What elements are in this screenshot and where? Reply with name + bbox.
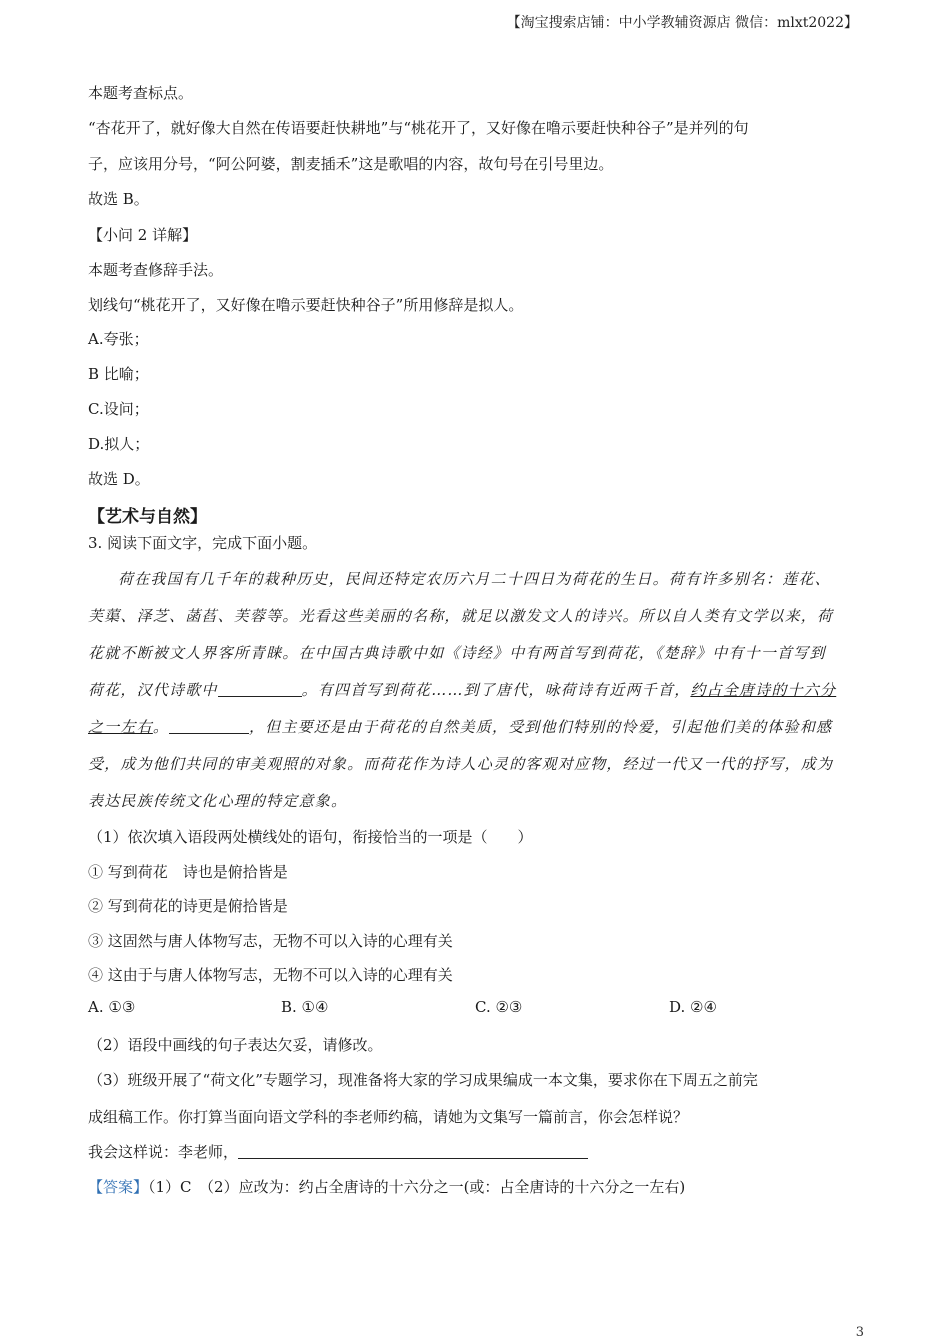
- subquestion-heading: 【小问 2 详解】: [88, 226, 198, 244]
- page-number: 3: [855, 1325, 864, 1340]
- response-blank: [238, 1144, 588, 1159]
- passage-line: [88, 679, 858, 700]
- passage-line: 表达民族传统文化心理的特定意象。: [88, 792, 348, 810]
- option-line: A.夸张；: [88, 330, 149, 348]
- underlined-sentence: 约占全唐诗的十六分: [690, 681, 837, 699]
- subquestion-stem: （1）依次填入语段两处横线处的语句，衔接恰当的一项是（ ）: [88, 828, 533, 846]
- option-c: C. ②③: [475, 998, 523, 1016]
- passage-line: 受，成为他们共同的审美观照的对象。而荷花作为诗人心灵的客观对应物，经过一代又一代的抒写，成为: [88, 755, 834, 773]
- underlined-sentence: 之一左右: [88, 718, 153, 736]
- answer-line: [88, 1176, 858, 1197]
- analysis-line: 本题考查修辞手法。: [88, 261, 224, 279]
- analysis-line: 子，应该用分号，“阿公阿婆，割麦插禾”这是歌唱的内容，故句号在引号里边。: [88, 155, 614, 173]
- answer-text: （1）C （2）应改为：约占全唐诗的十六分之一(或：占全唐诗的十六分之一左右): [148, 1178, 686, 1196]
- choice-item: ④ 这由于与唐人体物写志，无物不可以入诗的心理有关: [88, 966, 453, 984]
- option-line: B 比喻；: [88, 365, 149, 383]
- choice-item: ② 写到荷花的诗更是俯拾皆是: [88, 897, 288, 915]
- analysis-line: “杏花开了，就好像大自然在传语要赶快耕地”与“桃花开了，又好像在噜示要赶快种谷子”是并列的句: [88, 119, 749, 137]
- analysis-line: 本题考查标点。: [88, 84, 194, 102]
- page-header: 【淘宝搜索店铺：中小学教辅资源店 微信：mlxt2022】: [506, 15, 858, 31]
- subquestion-stem: （2）语段中画线的句子表达欠妥，请修改。: [88, 1036, 383, 1054]
- option-line: C.设问；: [88, 400, 149, 418]
- option-a: A. ①③: [88, 998, 136, 1016]
- section-title: 【艺术与自然】: [88, 507, 207, 527]
- answer-label: 【答案】: [88, 1178, 149, 1196]
- passage-line: [88, 716, 858, 737]
- question-prompt: 3. 阅读下面文字，完成下面小题。: [88, 534, 318, 552]
- choice-item: ① 写到荷花 诗也是俯拾皆是: [88, 863, 288, 881]
- subquestion-stem: （3）班级开展了“荷文化”专题学习，现准备将大家的学习成果编成一本文集，要求你在下周五之前完: [88, 1071, 758, 1089]
- passage-line: 芙蕖、泽芝、菡萏、芙蓉等。光看这些美丽的名称，就足以激发文人的诗兴。所以自人类有文学以来，荷: [88, 607, 834, 625]
- passage-line: 荷在我国有几千年的栽种历史，民间还特定农历六月二十四日为荷花的生日。荷有许多别名：莲花、: [118, 570, 831, 588]
- response-prefix: 我会这样说：李老师，: [88, 1143, 239, 1161]
- passage-text: 。: [152, 718, 170, 736]
- analysis-line: 划线句“桃花开了，又好像在噜示要赶快种谷子”所用修辞是拟人。: [88, 296, 524, 314]
- subquestion-stem: 成组稿工作。你打算当面向语文学科的李老师约稿，请她为文集写一篇前言，你会怎样说？: [88, 1108, 689, 1126]
- option-d: D. ②④: [669, 998, 717, 1016]
- response-line: [88, 1141, 858, 1162]
- fill-blank-1: [218, 682, 302, 697]
- passage-text: 。有四首写到荷花……到了唐代，咏荷诗有近两千首，: [301, 681, 691, 699]
- choice-item: ③ 这固然与唐人体物写志，无物不可以入诗的心理有关: [88, 932, 453, 950]
- fill-blank-2: [169, 719, 249, 734]
- analysis-conclusion: 故选 B。: [88, 190, 149, 208]
- option-line: D.拟人；: [88, 435, 150, 453]
- option-b: B. ①④: [281, 998, 329, 1016]
- passage-text: 荷花，汉代诗歌中: [88, 681, 218, 699]
- passage-line: 花就不断被文人界客所青睐。在中国古典诗歌中如《诗经》中有两首写到荷花，《楚辞》中有十一首写到: [88, 644, 826, 662]
- analysis-conclusion: 故选 D。: [88, 470, 150, 488]
- passage-text: ，但主要还是由于荷花的自然美质，受到他们特别的怜爱，引起他们美的体验和感: [249, 718, 833, 736]
